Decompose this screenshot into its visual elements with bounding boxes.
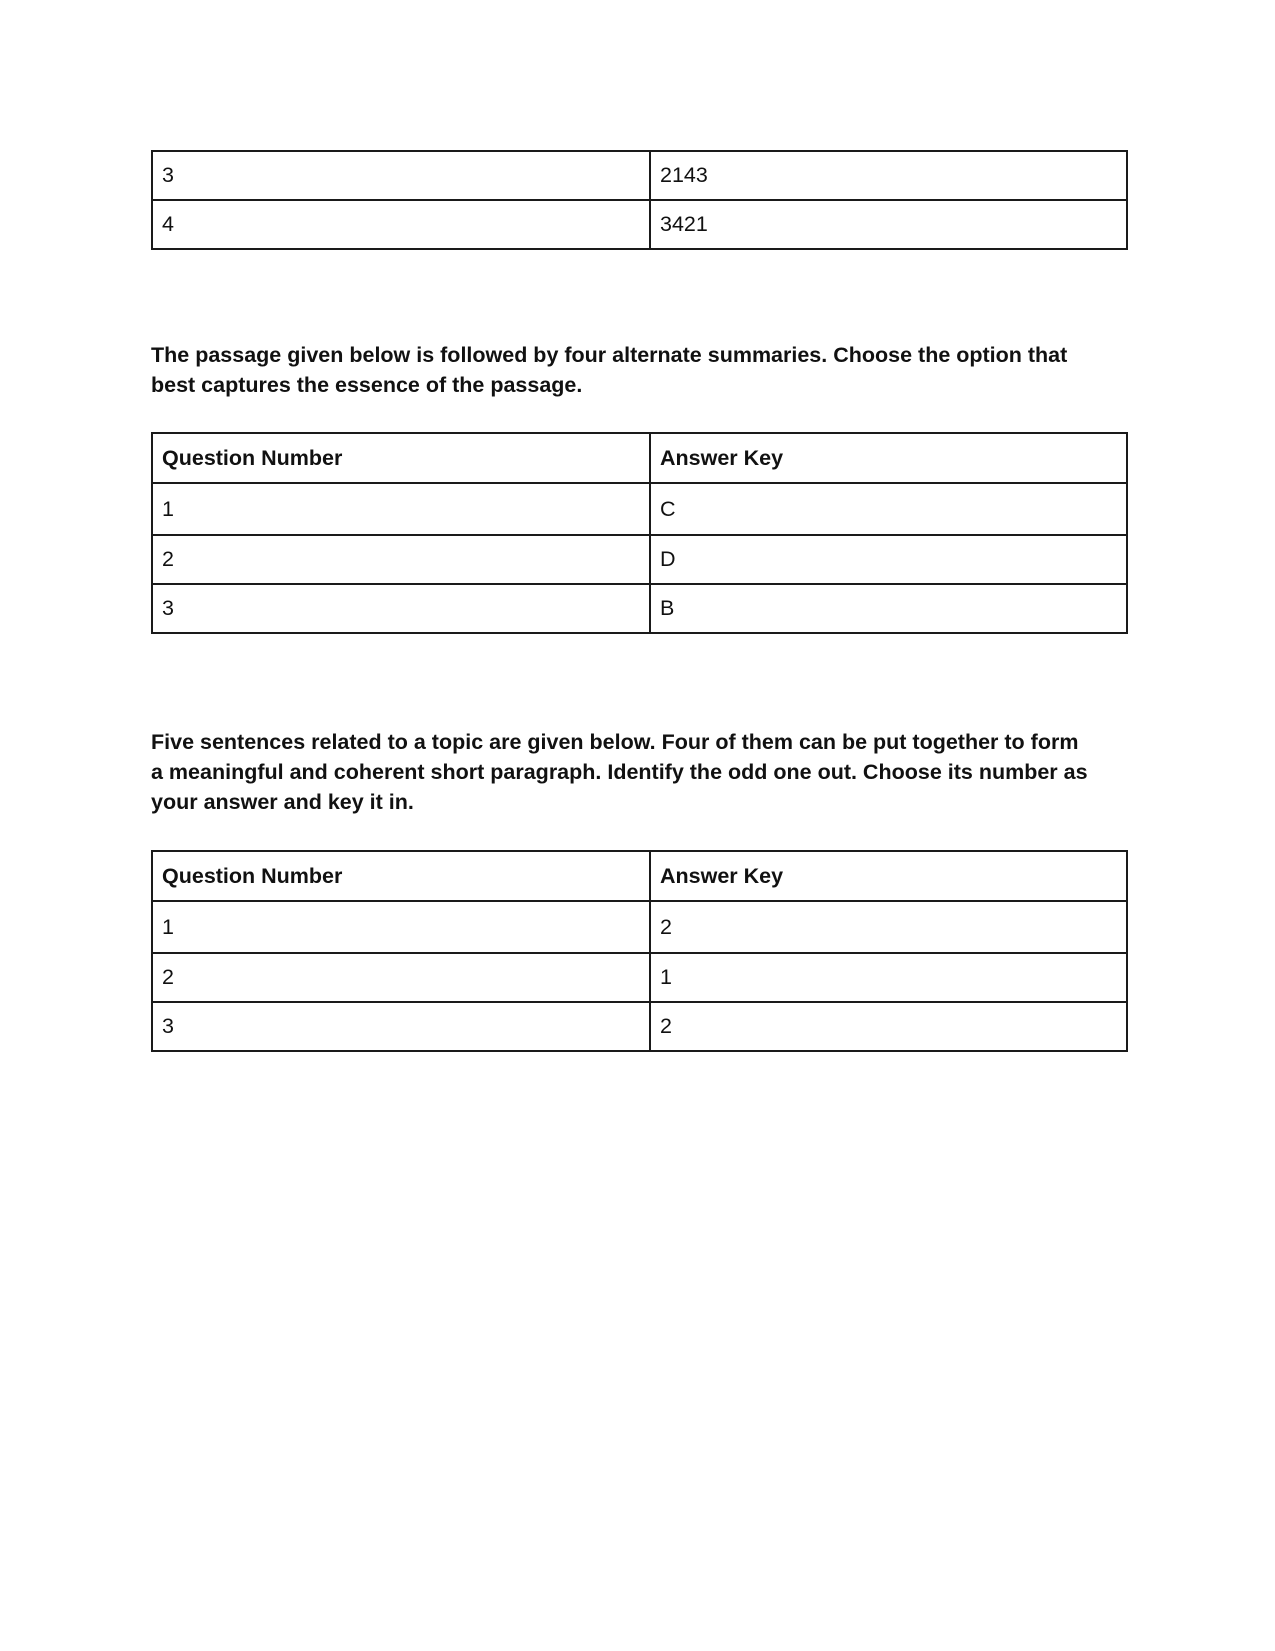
question-number-header: Question Number <box>152 851 650 901</box>
question-number-cell: 3 <box>152 1002 650 1051</box>
table-row <box>152 483 1127 535</box>
question-number-cell: 4 <box>152 200 650 249</box>
question-number-cell: 1 <box>152 483 650 535</box>
answer-key-cell: B <box>650 584 1127 633</box>
question-number-header: Question Number <box>152 433 650 483</box>
summary-instruction: The passage given below is followed by four alternate summaries. Choose the option that best captures the essence of the passage. <box>151 343 1068 397</box>
table-row <box>152 200 1127 249</box>
answer-key-cell: D <box>650 535 1127 584</box>
question-number-cell: 3 <box>152 151 650 200</box>
answer-key-cell: C <box>650 483 1127 535</box>
answer-table-continued <box>151 150 1128 250</box>
answer-key-cell: 2 <box>650 1002 1127 1051</box>
answer-key-cell: 1 <box>650 953 1127 1002</box>
summary-answer-table <box>151 432 1128 634</box>
odd-one-out-answer-table <box>151 850 1128 1052</box>
question-number-cell: 1 <box>152 901 650 953</box>
answer-key-cell: 2143 <box>650 151 1127 200</box>
question-number-cell: 2 <box>152 535 650 584</box>
table-header-row <box>152 433 1127 483</box>
question-number-cell: 3 <box>152 584 650 633</box>
answer-key-header: Answer Key <box>650 433 1127 483</box>
table-row <box>152 151 1127 200</box>
table-row <box>152 901 1127 953</box>
table-header-row <box>152 851 1127 901</box>
answer-key-header: Answer Key <box>650 851 1127 901</box>
table-row <box>152 953 1127 1002</box>
question-number-cell: 2 <box>152 953 650 1002</box>
odd-one-out-instruction: Five sentences related to a topic are given below. Four of them can be put together to form a meaningful and coherent short paragraph. Identify the odd one out. Choose its number as your answer and key it in. <box>151 730 1088 814</box>
table-row <box>152 1002 1127 1051</box>
table-row <box>152 584 1127 633</box>
answer-key-cell: 2 <box>650 901 1127 953</box>
table-row <box>152 535 1127 584</box>
answer-key-cell: 3421 <box>650 200 1127 249</box>
